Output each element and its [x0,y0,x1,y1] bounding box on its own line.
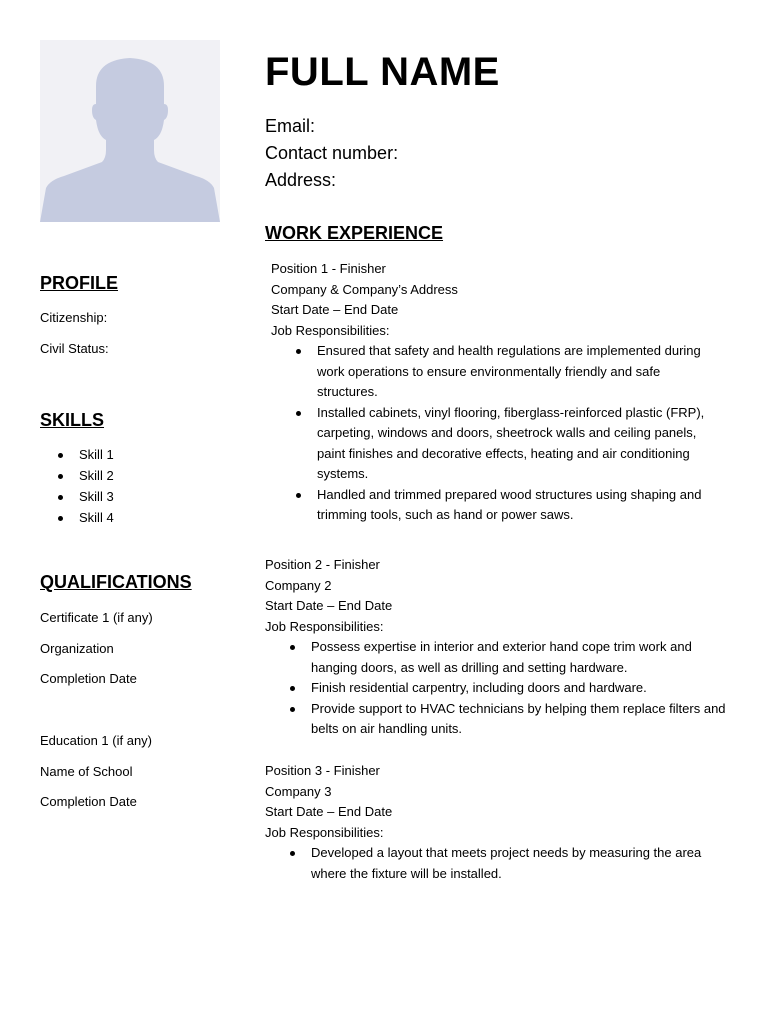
address-label: Address: [265,170,337,190]
skill-item: Skill 1 [40,446,114,467]
skill-item: Skill 3 [40,488,114,509]
job-dates: Start Date – End Date [265,804,393,819]
school-name-label: Name of School [40,764,133,779]
list-item: Provide support to HVAC technicians by helping them replace filters and belts on air handling units. [265,699,727,740]
job-company: Company 3 [265,783,332,799]
education-label: Education 1 (if any) [40,733,153,748]
job-dates: Start Date – End Date [271,302,399,317]
job-responsibilities-label: Job Responsibilities: [265,618,384,634]
civil-status-label: Civil Status: [40,341,109,356]
citizenship-label: Citizenship: [40,310,108,325]
organization-label: Organization [40,641,114,656]
list-item: Ensured that safety and health regulations are implemented during work operations to ensure environmentally friendly and safe structures. [271,341,721,403]
skills-list [40,446,114,530]
job-dates: Start Date – End Date [265,598,393,613]
job-entry-1 [271,259,721,526]
profile-heading: PROFILE [40,273,119,293]
profile-photo-placeholder [40,40,220,222]
full-name-title: FULL NAME [265,50,500,94]
job-position: Position 2 - Finisher [265,557,380,572]
skill-item: Skill 4 [40,509,114,530]
list-item: Installed cabinets, vinyl flooring, fiberglass-reinforced plastic (FRP), carpeting, windows and doors, sheetrock walls and ceiling panels, paint finishes and decorative effects, heating and air conditioning systems. [271,403,721,485]
certificate-label: Certificate 1 (if any) [40,610,153,625]
list-item: Developed a layout that meets project needs by measuring the area where the fixture will be installed. [265,843,715,884]
job-responsibilities-list [265,843,715,884]
person-silhouette-icon [40,40,220,222]
list-item: Finish residential carpentry, including doors and hardware. [265,678,727,699]
list-item: Possess expertise in interior and exterior hand cope trim work and hanging doors, as well as drilling and setting hardware. [265,637,727,678]
completion-date-label: Completion Date [40,671,137,686]
job-responsibilities-label: Job Responsibilities: [265,824,384,840]
email-label: Email: [265,116,316,136]
job-entry-3 [265,761,715,884]
skills-heading: SKILLS [40,410,105,430]
job-responsibilities-list [265,637,727,740]
job-position: Position 1 - Finisher [271,261,386,276]
job-position: Position 3 - Finisher [265,763,380,778]
work-experience-heading: WORK EXPERIENCE [265,223,444,243]
job-company: Company 2 [265,577,332,593]
contact-number-label: Contact number: [265,143,399,163]
job-responsibilities-label: Job Responsibilities: [271,322,390,338]
list-item: Handled and trimmed prepared wood structures using shaping and trimming tools, such as hand or power saws. [271,485,721,526]
skill-item: Skill 2 [40,467,114,488]
job-company: Company & Company’s Address [271,281,458,297]
job-responsibilities-list [271,341,721,526]
completion-date-label: Completion Date [40,794,137,809]
job-entry-2 [265,555,727,740]
qualifications-heading: QUALIFICATIONS [40,572,192,592]
